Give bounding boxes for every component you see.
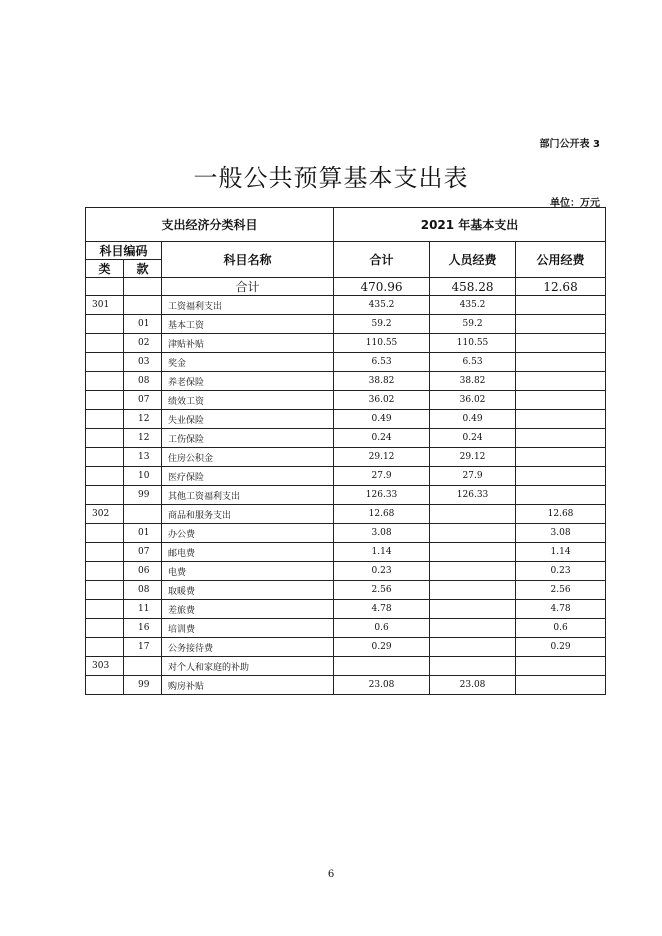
cell-personnel: 38.82 — [430, 372, 516, 391]
cell-personnel — [430, 524, 516, 543]
cell-kuan: 03 — [124, 353, 162, 372]
total-row — [86, 278, 606, 296]
cell-kuan — [124, 657, 162, 676]
cell-name: 住房公积金 — [162, 448, 334, 467]
table-row — [86, 581, 606, 600]
cell-total: 29.12 — [334, 448, 430, 467]
cell-public — [516, 429, 606, 448]
table-row — [86, 486, 606, 505]
header-lei: 类 — [86, 260, 124, 278]
cell-kuan: 07 — [124, 543, 162, 562]
cell-lei — [86, 467, 124, 486]
cell-lei — [86, 372, 124, 391]
table-row — [86, 334, 606, 353]
cell-kuan: 12 — [124, 410, 162, 429]
cell-public — [516, 334, 606, 353]
cell-total: 0.49 — [334, 410, 430, 429]
cell-public — [516, 391, 606, 410]
cell-personnel: 59.2 — [430, 315, 516, 334]
cell-lei — [86, 486, 124, 505]
total-public: 12.68 — [516, 278, 606, 296]
table-row — [86, 315, 606, 334]
cell-total: 36.02 — [334, 391, 430, 410]
total-value: 470.96 — [334, 278, 430, 296]
cell-kuan: 08 — [124, 581, 162, 600]
cell-name: 工伤保险 — [162, 429, 334, 448]
cell-personnel — [430, 619, 516, 638]
page-number: 6 — [327, 869, 335, 880]
cell-lei — [86, 543, 124, 562]
cell-lei — [86, 676, 124, 695]
cell-name: 取暖费 — [162, 581, 334, 600]
cell-lei — [86, 410, 124, 429]
cell-public — [516, 296, 606, 315]
cell-kuan: 10 — [124, 467, 162, 486]
cell-public — [516, 467, 606, 486]
table-row — [86, 638, 606, 657]
table-row — [86, 429, 606, 448]
header-code: 科目编码 — [86, 242, 162, 260]
cell-lei — [86, 315, 124, 334]
cell-personnel — [430, 638, 516, 657]
total-lei-cell — [86, 278, 124, 296]
cell-total: 27.9 — [334, 467, 430, 486]
cell-name: 其他工资福利支出 — [162, 486, 334, 505]
cell-name: 养老保险 — [162, 372, 334, 391]
cell-total: 0.6 — [334, 619, 430, 638]
cell-public: 0.6 — [516, 619, 606, 638]
cell-personnel — [430, 505, 516, 524]
cell-personnel: 126.33 — [430, 486, 516, 505]
cell-public: 0.23 — [516, 562, 606, 581]
cell-personnel — [430, 600, 516, 619]
cell-name: 公务接待费 — [162, 638, 334, 657]
cell-total: 3.08 — [334, 524, 430, 543]
header-name: 科目名称 — [162, 242, 334, 278]
table-row — [86, 619, 606, 638]
cell-lei — [86, 448, 124, 467]
header-personnel: 人员经费 — [430, 242, 516, 278]
cell-personnel: 435.2 — [430, 296, 516, 315]
cell-personnel — [430, 657, 516, 676]
cell-personnel: 27.9 — [430, 467, 516, 486]
cell-public: 4.78 — [516, 600, 606, 619]
cell-personnel — [430, 543, 516, 562]
cell-lei — [86, 334, 124, 353]
total-label: 合计 — [162, 278, 334, 296]
cell-total: 435.2 — [334, 296, 430, 315]
table-row — [86, 296, 606, 315]
cell-total: 2.56 — [334, 581, 430, 600]
cell-personnel: 36.02 — [430, 391, 516, 410]
table-row — [86, 562, 606, 581]
cell-total: 59.2 — [334, 315, 430, 334]
cell-lei — [86, 638, 124, 657]
cell-public — [516, 657, 606, 676]
cell-lei — [86, 391, 124, 410]
cell-kuan: 06 — [124, 562, 162, 581]
cell-personnel — [430, 581, 516, 600]
cell-total: 0.29 — [334, 638, 430, 657]
header-public: 公用经费 — [516, 242, 606, 278]
cell-public — [516, 372, 606, 391]
cell-kuan: 13 — [124, 448, 162, 467]
cell-public: 1.14 — [516, 543, 606, 562]
cell-name: 对个人和家庭的补助 — [162, 657, 334, 676]
cell-total — [334, 657, 430, 676]
cell-lei: 302 — [86, 505, 124, 524]
cell-kuan: 16 — [124, 619, 162, 638]
cell-public — [516, 410, 606, 429]
cell-lei — [86, 581, 124, 600]
cell-personnel: 6.53 — [430, 353, 516, 372]
cell-lei: 301 — [86, 296, 124, 315]
cell-personnel: 110.55 — [430, 334, 516, 353]
cell-name: 失业保险 — [162, 410, 334, 429]
cell-public: 0.29 — [516, 638, 606, 657]
cell-lei — [86, 524, 124, 543]
cell-public — [516, 448, 606, 467]
cell-name: 办公费 — [162, 524, 334, 543]
unit-label: 单位：万元 — [550, 198, 600, 209]
total-personnel: 458.28 — [430, 278, 516, 296]
cell-personnel: 0.24 — [430, 429, 516, 448]
cell-total: 12.68 — [334, 505, 430, 524]
table-row — [86, 524, 606, 543]
cell-public — [516, 315, 606, 334]
cell-total: 4.78 — [334, 600, 430, 619]
cell-total: 1.14 — [334, 543, 430, 562]
page-title: 一般公共预算基本支出表 — [193, 164, 469, 192]
header-kuan: 款 — [124, 260, 162, 278]
cell-kuan: 99 — [124, 676, 162, 695]
cell-kuan: 99 — [124, 486, 162, 505]
cell-public — [516, 353, 606, 372]
table-row — [86, 600, 606, 619]
budget-table — [85, 207, 606, 695]
cell-total: 0.23 — [334, 562, 430, 581]
cell-public: 2.56 — [516, 581, 606, 600]
cell-total: 23.08 — [334, 676, 430, 695]
cell-total: 126.33 — [334, 486, 430, 505]
cell-lei: 303 — [86, 657, 124, 676]
table-row — [86, 410, 606, 429]
cell-name: 绩效工资 — [162, 391, 334, 410]
cell-name: 医疗保险 — [162, 467, 334, 486]
cell-public: 12.68 — [516, 505, 606, 524]
cell-name: 差旅费 — [162, 600, 334, 619]
table-row — [86, 505, 606, 524]
cell-personnel: 23.08 — [430, 676, 516, 695]
cell-kuan: 11 — [124, 600, 162, 619]
cell-personnel — [430, 562, 516, 581]
cell-lei — [86, 600, 124, 619]
header-total: 合计 — [334, 242, 430, 278]
cell-kuan: 01 — [124, 315, 162, 334]
cell-lei — [86, 562, 124, 581]
header-year-basic: 2021 年基本支出 — [334, 208, 606, 242]
cell-kuan: 07 — [124, 391, 162, 410]
cell-total: 110.55 — [334, 334, 430, 353]
cell-name: 培训费 — [162, 619, 334, 638]
cell-public: 3.08 — [516, 524, 606, 543]
cell-total: 0.24 — [334, 429, 430, 448]
cell-kuan: 02 — [124, 334, 162, 353]
table-row — [86, 467, 606, 486]
cell-name: 邮电费 — [162, 543, 334, 562]
cell-name: 津贴补贴 — [162, 334, 334, 353]
total-kuan-cell — [124, 278, 162, 296]
cell-total: 38.82 — [334, 372, 430, 391]
cell-name: 电费 — [162, 562, 334, 581]
cell-kuan: 12 — [124, 429, 162, 448]
table-row — [86, 448, 606, 467]
cell-lei — [86, 619, 124, 638]
cell-lei — [86, 429, 124, 448]
table-row — [86, 676, 606, 695]
table-row — [86, 657, 606, 676]
cell-kuan: 08 — [124, 372, 162, 391]
cell-public — [516, 486, 606, 505]
cell-name: 购房补贴 — [162, 676, 334, 695]
cell-name: 基本工资 — [162, 315, 334, 334]
cell-kuan: 17 — [124, 638, 162, 657]
table-row — [86, 353, 606, 372]
cell-public — [516, 676, 606, 695]
table-row — [86, 391, 606, 410]
cell-kuan — [124, 296, 162, 315]
cell-personnel: 0.49 — [430, 410, 516, 429]
header-econ-category: 支出经济分类科目 — [86, 208, 334, 242]
cell-kuan — [124, 505, 162, 524]
cell-lei — [86, 353, 124, 372]
table-code-label: 部门公开表 3 — [539, 139, 600, 150]
cell-name: 奖金 — [162, 353, 334, 372]
cell-personnel: 29.12 — [430, 448, 516, 467]
cell-name: 商品和服务支出 — [162, 505, 334, 524]
cell-name: 工资福利支出 — [162, 296, 334, 315]
cell-total: 6.53 — [334, 353, 430, 372]
table-row — [86, 543, 606, 562]
cell-kuan: 01 — [124, 524, 162, 543]
table-row — [86, 372, 606, 391]
